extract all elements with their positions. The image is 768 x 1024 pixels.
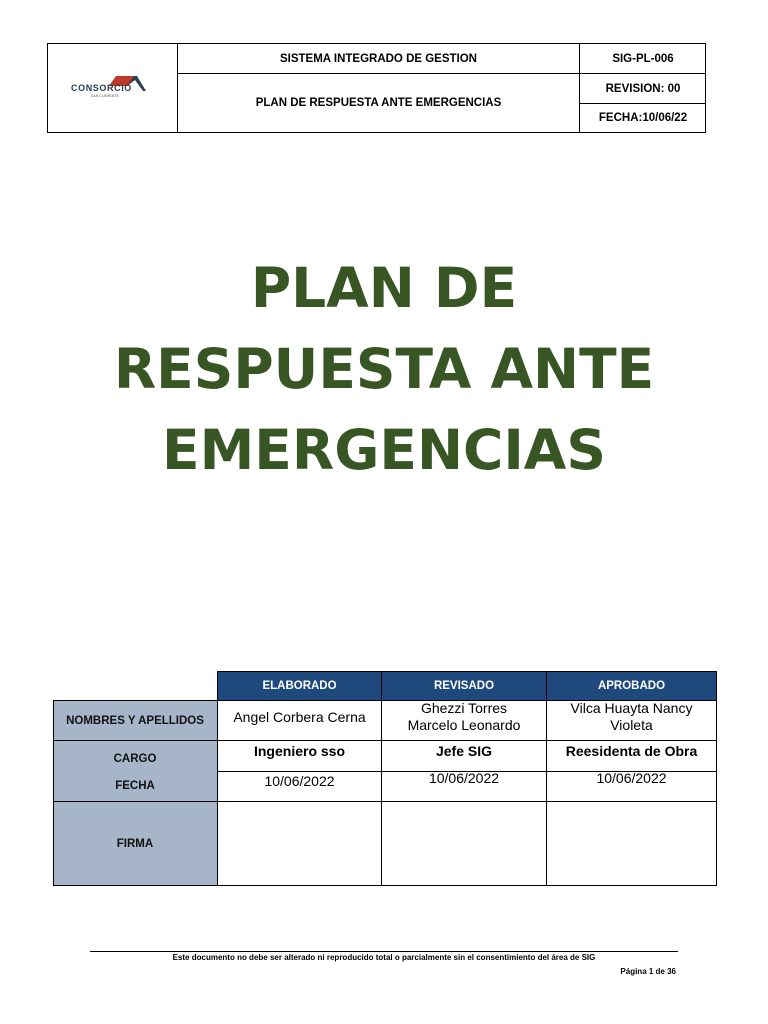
plan-name: PLAN DE RESPUESTA ANTE EMERGENCIAS [255,97,502,109]
row-label-fecha: FECHA [53,771,217,801]
column-header-elaborado: ELABORADO [217,671,382,701]
company-logo [48,44,177,132]
title-line-2: RESPUESTA ANTE [113,337,655,401]
firma-elaborado [217,801,382,886]
title-line-1: PLAN DE [250,256,518,320]
firma-revisado [381,801,547,886]
column-header-revisado: REVISADO [381,671,547,701]
logo-subtext: SAN CLEMENTE [90,94,119,98]
name-elaborado: Angel Corbera Cerna [233,708,366,725]
document-code: SIG-PL-006 [612,52,674,65]
logo-text: CONSORCIO [70,83,132,93]
name-revisado: Ghezzi Torres Marcelo Leonardo [407,700,521,733]
document-header [47,43,706,133]
row-label-names: NOMBRES Y APELLIDOS [53,701,217,740]
row-label-firma: FIRMA [53,801,217,886]
page-number: Página 1 de 36 [620,967,676,976]
main-title [0,248,768,491]
row-label-cargo: CARGO [53,740,217,771]
cargo-aprobado: Reesidenta de Obra [565,742,698,759]
system-name: SISTEMA INTEGRADO DE GESTION [279,52,477,65]
footer-divider [90,951,678,952]
cargo-revisado: Jefe SIG [435,742,493,759]
fecha-elaborado: 10/06/2022 [264,772,335,789]
column-header-aprobado: APROBADO [546,671,717,701]
fecha-aprobado: 10/06/2022 [596,769,667,786]
consorcio-logo-icon [71,73,155,103]
fecha-revisado: 10/06/2022 [428,769,500,786]
cargo-elaborado: Ingeniero sso [253,742,346,759]
revision-number: REVISION: 00 [605,82,681,95]
document-date: FECHA:10/06/22 [598,112,688,124]
title-line-3: EMERGENCIAS [162,418,606,482]
name-aprobado: Vilca Huayta Nancy Violeta [570,700,693,733]
footer-note: Este documento no debe ser alterado ni reproducido total o parcialmente sin el consentimiento del área de SIG [172,953,596,962]
firma-aprobado [546,801,717,886]
